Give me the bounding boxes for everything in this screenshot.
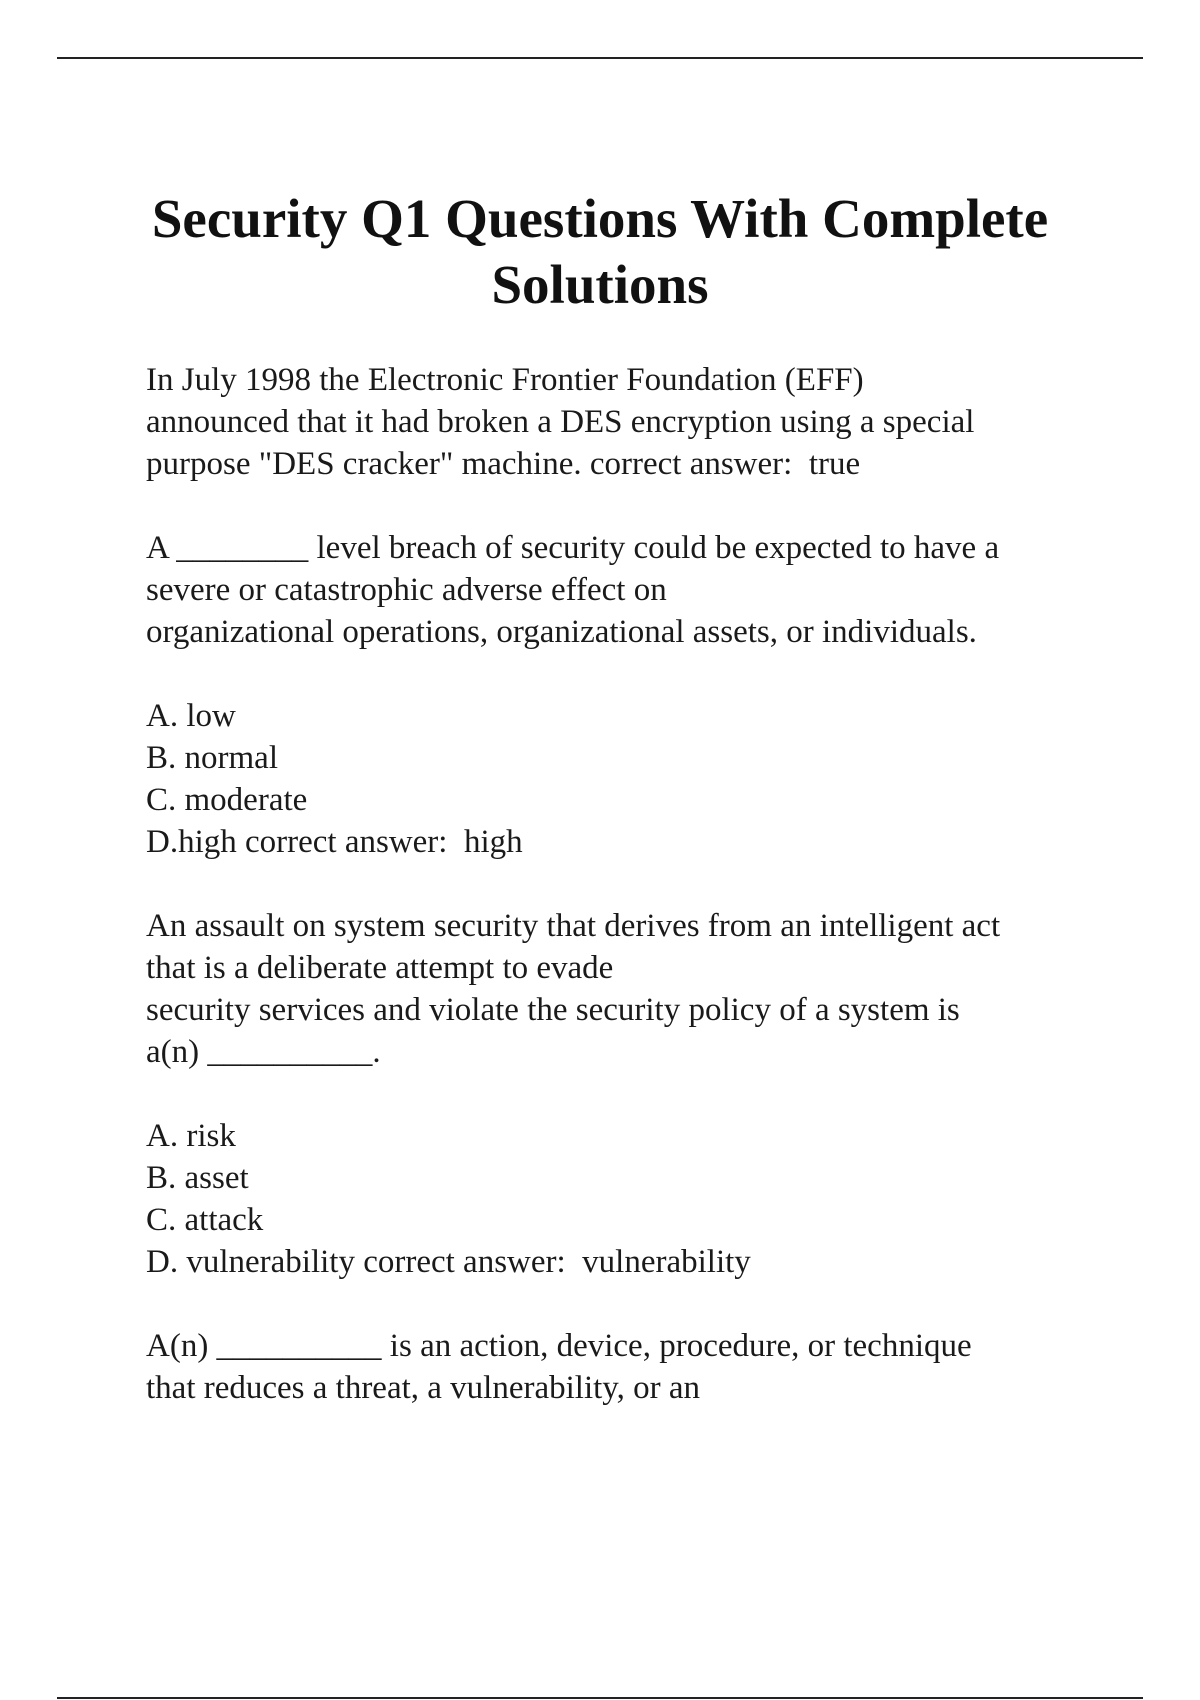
question-1-line: announced that it had broken a DES encryption using a special <box>146 404 975 440</box>
question-4-line: A(n) __________ is an action, device, procedure, or technique <box>146 1328 972 1364</box>
question-3-line: security services and violate the security policy of a system is <box>146 992 960 1028</box>
question-4-line: that reduces a threat, a vulnerability, or an <box>146 1370 701 1406</box>
option-item-answer: D.high correct answer: high <box>146 824 523 860</box>
question-1-line: In July 1998 the Electronic Frontier Foundation (EFF) <box>146 362 864 398</box>
option-item: C. attack <box>146 1202 264 1238</box>
question-3-line: An assault on system security that derives from an intelligent act <box>146 908 1001 944</box>
option-item: A. risk <box>146 1118 236 1154</box>
question-3 <box>146 905 1106 1073</box>
top-rule <box>57 57 1143 59</box>
title-line-2: Solutions <box>491 254 709 315</box>
question-2-line: organizational operations, organizational assets, or individuals. <box>146 614 977 650</box>
bottom-rule <box>57 1697 1143 1699</box>
option-item-answer: D. vulnerability correct answer: vulnerability <box>146 1244 751 1280</box>
question-1 <box>146 359 1106 485</box>
question-2 <box>146 527 1106 653</box>
paragraph-gap <box>146 653 1106 695</box>
question-2-line: A ________ level breach of security could be expected to have a <box>146 530 1000 566</box>
paragraph-gap <box>146 1283 1106 1325</box>
page-title <box>100 186 1100 318</box>
option-item: A. low <box>146 698 236 734</box>
question-2-options <box>146 695 1106 863</box>
question-3-line: a(n) __________. <box>146 1034 381 1070</box>
question-4 <box>146 1325 1106 1409</box>
option-item: C. moderate <box>146 782 308 818</box>
option-item: B. asset <box>146 1160 249 1196</box>
question-3-line: that is a deliberate attempt to evade <box>146 950 614 986</box>
document-body <box>146 359 1106 1409</box>
option-item: B. normal <box>146 740 278 776</box>
paragraph-gap <box>146 863 1106 905</box>
paragraph-gap <box>146 485 1106 527</box>
question-1-line: purpose "DES cracker" machine. correct answer: true <box>146 446 861 482</box>
paragraph-gap <box>146 1073 1106 1115</box>
question-2-line: severe or catastrophic adverse effect on <box>146 572 667 608</box>
title-line-1: Security Q1 Questions With Complete <box>151 188 1049 249</box>
question-3-options <box>146 1115 1106 1283</box>
